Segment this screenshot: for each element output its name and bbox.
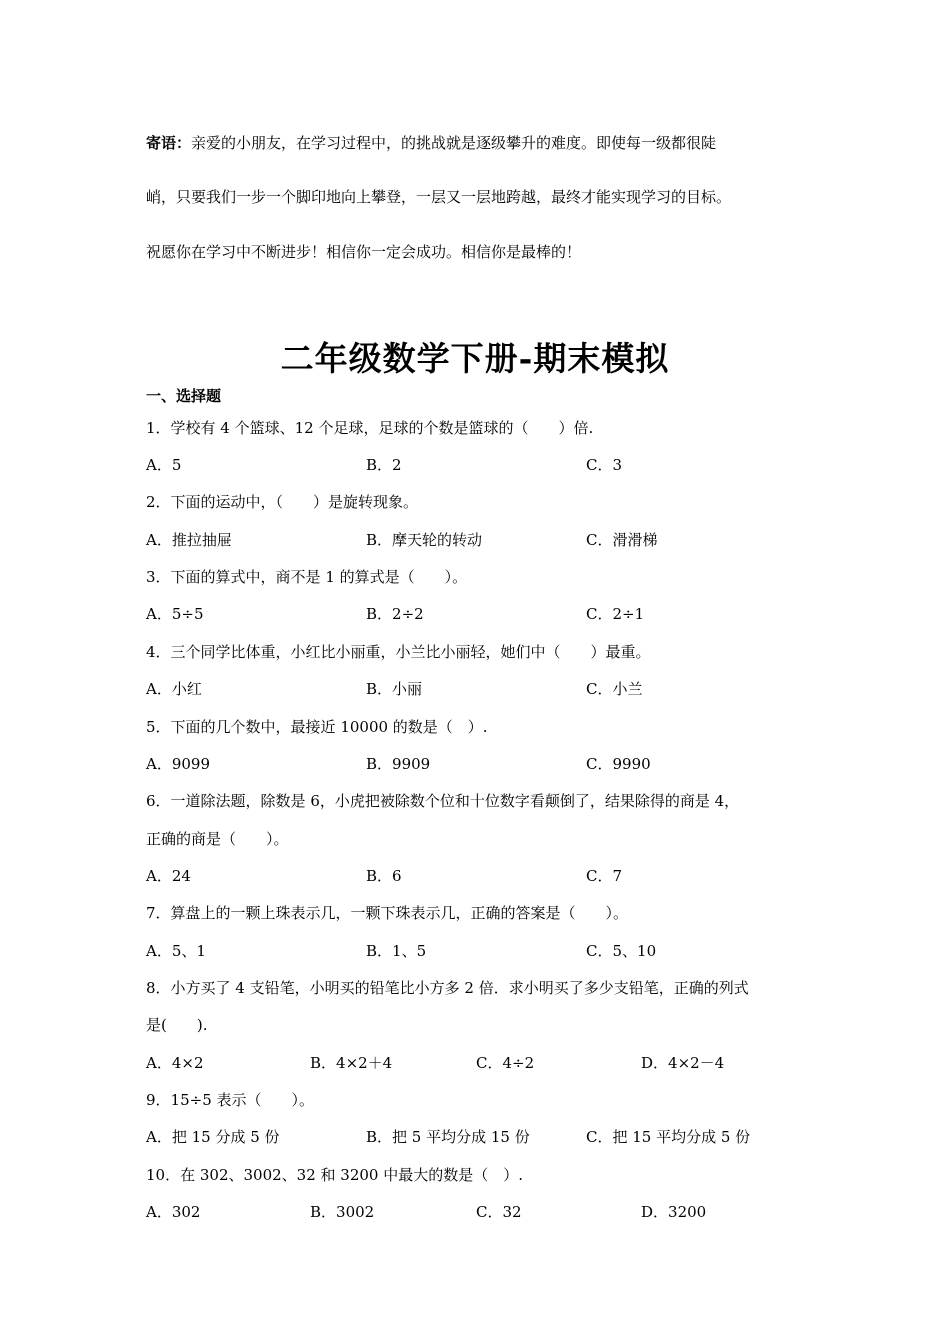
- q9-option-a: A．把 15 分成 5 份: [146, 1128, 280, 1146]
- intro-line-3: 祝愿你在学习中不断进步！相信你一定会成功。相信你是最棒的！: [146, 243, 582, 261]
- q3-option-c: C．2÷1: [586, 605, 645, 623]
- q10-option-b: B．3002: [310, 1203, 375, 1221]
- q10-option-a: A．302: [146, 1203, 201, 1221]
- q2-option-a: A．推拉抽屉: [146, 531, 232, 549]
- q6-option-b: B．6: [366, 867, 402, 885]
- q3-option-a: A．5÷5: [146, 605, 204, 623]
- q4-option-c: C．小兰: [586, 680, 643, 698]
- question-4: 4．三个同学比体重，小红比小丽重，小兰比小丽轻，她们中（ ）最重。: [146, 643, 651, 661]
- q10-option-d: D．3200: [641, 1203, 707, 1221]
- q1-option-a: A．5: [146, 456, 182, 474]
- q8-option-b: B．4×2＋4: [310, 1054, 393, 1072]
- q6-option-c: C．7: [586, 867, 623, 885]
- q8-option-c: C．4÷2: [476, 1054, 535, 1072]
- q2-option-b: B．摩天轮的转动: [366, 531, 483, 549]
- question-5: 5．下面的几个数中，最接近 10000 的数是（ ）.: [146, 718, 488, 736]
- q6-option-a: A．24: [146, 867, 191, 885]
- question-6-cont: 正确的商是（ ）。: [146, 830, 289, 848]
- q7-option-a: A．5、1: [146, 942, 206, 960]
- q1-option-b: B．2: [366, 456, 402, 474]
- question-8: 8．小方买了 4 支铅笔，小明买的铅笔比小方多 2 倍．求小明买了多少支铅笔，正确的列式: [146, 979, 749, 997]
- q7-option-b: B．1、5: [366, 942, 427, 960]
- question-10: 10．在 302、3002、32 和 3200 中最大的数是（ ）.: [146, 1166, 523, 1184]
- intro-line-2: 峭，只要我们一步一个脚印地向上攀登，一层又一层地跨越，最终才能实现学习的目标。: [146, 188, 732, 206]
- page-title: 二年级数学下册-期末模拟: [280, 339, 670, 378]
- question-7: 7．算盘上的一颗上珠表示几，一颗下珠表示几，正确的答案是（ ）。: [146, 904, 629, 922]
- intro-text-1: 亲爱的小朋友，在学习过程中，的挑战就是逐级攀升的难度。即使每一级都很陡: [191, 134, 717, 152]
- q4-option-b: B．小丽: [366, 680, 423, 698]
- q8-option-d: D．4×2－4: [641, 1054, 725, 1072]
- intro-line-1: [146, 133, 826, 153]
- q10-option-c: C．32: [476, 1203, 522, 1221]
- question-6: 6．一道除法题，除数是 6，小虎把被除数个位和十位数字看颠倒了，结果除得的商是 4，: [146, 792, 740, 810]
- q8-option-a: A．4×2: [146, 1054, 204, 1072]
- q1-option-c: C．3: [586, 456, 623, 474]
- question-3: 3．下面的算式中，商不是 1 的算式是（ ）。: [146, 568, 468, 586]
- q9-option-b: B．把 5 平均分成 15 份: [366, 1128, 530, 1146]
- q5-option-a: A．9099: [146, 755, 211, 773]
- q2-option-c: C．滑滑梯: [586, 531, 658, 549]
- question-8-cont: 是( ).: [146, 1016, 208, 1034]
- q5-option-c: C．9990: [586, 755, 651, 773]
- q3-option-b: B．2÷2: [366, 605, 424, 623]
- section-heading: 一、选择题: [146, 387, 222, 405]
- q5-option-b: B．9909: [366, 755, 431, 773]
- question-9: 9．15÷5 表示（ ）。: [146, 1091, 315, 1109]
- question-2: 2．下面的运动中，（ ）是旋转现象。: [146, 493, 419, 511]
- q4-option-a: A．小红: [146, 680, 202, 698]
- q7-option-c: C．5、10: [586, 942, 657, 960]
- intro-label: 寄语：: [146, 134, 192, 152]
- q9-option-c: C．把 15 平均分成 5 份: [586, 1128, 751, 1146]
- question-1: 1．学校有 4 个篮球、12 个足球，足球的个数是篮球的（ ）倍.: [146, 419, 594, 437]
